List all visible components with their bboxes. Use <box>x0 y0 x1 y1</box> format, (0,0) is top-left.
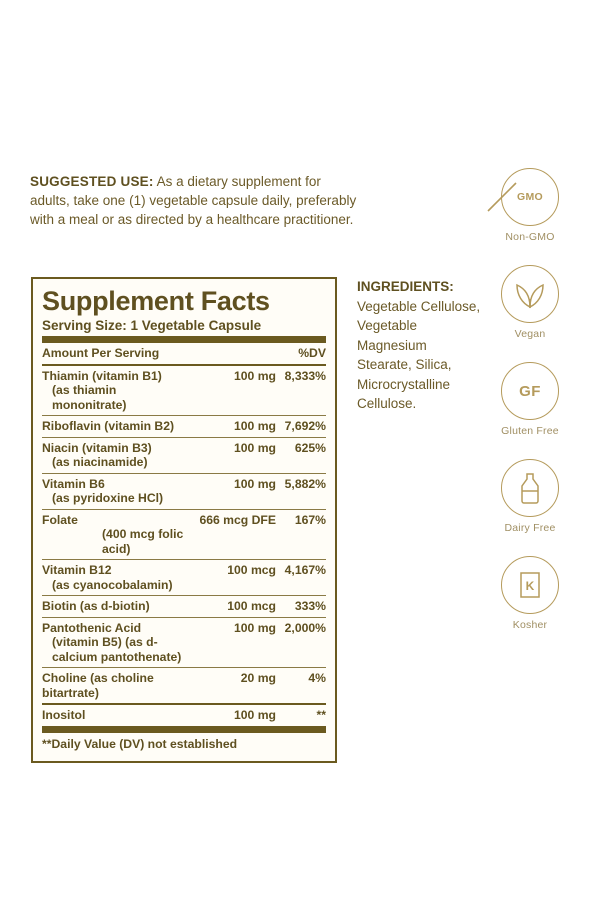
supplement-facts-title: Supplement Facts <box>42 286 270 316</box>
nutrient-dv: ** <box>316 708 326 722</box>
nutrient-amount: 100 mg <box>233 440 276 455</box>
nutrient-dv: 625% <box>294 440 326 455</box>
amount-per-serving-header: Amount Per Serving <box>42 346 160 360</box>
nutrient-name: Vitamin B6 <box>42 476 105 491</box>
dv-header: %DV <box>298 346 326 360</box>
nutrient-source: (as thiamin mononitrate) <box>52 383 127 412</box>
badge-caption: Non-GMO <box>505 231 555 243</box>
table-row <box>42 560 326 595</box>
certification-badges <box>487 168 573 653</box>
badge-kosher <box>487 556 573 631</box>
suggested-use-label: SUGGESTED USE: <box>30 174 154 189</box>
ingredients-label: INGREDIENTS: <box>357 279 454 294</box>
table-header-row <box>42 343 326 364</box>
table-row <box>42 668 326 703</box>
nutrient-dv: 7,692% <box>284 419 326 433</box>
divider-thick <box>42 726 326 733</box>
nutrient-amount: 100 mcg <box>227 563 276 577</box>
nutrient-dv: 167% <box>294 512 326 527</box>
badge-caption: Gluten Free <box>501 425 559 437</box>
kosher-icon <box>501 556 559 614</box>
badge-non-gmo <box>487 168 573 243</box>
nutrient-amount: 100 mcg <box>227 599 276 613</box>
nutrient-amount: 100 mg <box>233 620 276 635</box>
nutrient-name: Inositol <box>42 708 86 722</box>
nutrient-name: Vitamin B12 <box>42 563 112 577</box>
nutrient-amount: 666 mcg DFE <box>199 512 276 527</box>
nutrient-dv: 8,333% <box>284 368 326 383</box>
table-row <box>42 596 326 617</box>
table-row <box>42 416 326 437</box>
table-row <box>42 438 326 473</box>
leaf-icon <box>501 265 559 323</box>
ingredients-text: Vegetable Cellulose, Vegetable Magnesium Stearate, Silica, Microcrystalline Cellulose. <box>357 298 481 411</box>
serving-size: Serving Size: 1 Vegetable Capsule <box>42 318 262 333</box>
nutrient-name: Biotin (as d-biotin) <box>42 599 150 613</box>
gluten-free-icon <box>501 362 559 420</box>
gluten-free-icon-text: GF <box>519 382 541 400</box>
badge-caption: Kosher <box>512 619 548 631</box>
table-row <box>42 366 326 416</box>
nutrient-source: (400 mcg folic acid) <box>102 527 184 556</box>
svg-text:K: K <box>525 579 535 593</box>
gmo-icon-text: GMO <box>517 191 543 203</box>
nutrient-amount: 100 mg <box>233 476 276 491</box>
nutrient-dv: 5,882% <box>284 476 326 491</box>
table-row <box>42 510 326 560</box>
table-row <box>42 618 326 668</box>
supplement-facts-panel <box>31 277 337 763</box>
nutrient-name: Niacin (vitamin B3) <box>42 440 152 455</box>
nutrient-dv: 333% <box>294 599 326 613</box>
gmo-icon <box>501 168 559 226</box>
nutrient-name: Pantothenic Acid <box>42 620 142 635</box>
nutrient-dv: 2,000% <box>284 620 326 635</box>
badge-gluten-free <box>487 362 573 437</box>
nutrient-name: Riboflavin (vitamin B2) <box>42 419 175 433</box>
nutrient-amount: 100 mg <box>233 708 276 722</box>
nutrient-name: Thiamin (vitamin B1) <box>42 368 162 383</box>
nutrient-source: (vitamin B5) (as d-calcium pantothenate) <box>52 635 182 664</box>
daily-value-footnote: **Daily Value (DV) not established <box>42 736 238 751</box>
badge-vegan <box>487 265 573 340</box>
nutrient-amount: 100 mg <box>233 419 276 433</box>
table-row <box>42 705 326 726</box>
nutrient-dv: 4% <box>308 671 326 685</box>
ingredients-block <box>357 277 482 414</box>
badge-dairy-free <box>487 459 573 534</box>
nutrient-amount: 20 mg <box>240 671 276 685</box>
table-row <box>42 474 326 509</box>
nutrient-dv: 4,167% <box>284 563 326 577</box>
nutrient-name: Choline (as choline bitartrate) <box>42 671 154 700</box>
nutrient-source: (as cyanocobalamin) <box>52 577 173 592</box>
nutrient-amount: 100 mg <box>233 368 276 383</box>
nutrient-name: Folate <box>42 512 78 527</box>
suggested-use-text: As a dietary supplement for adults, take one (1) vegetable capsule daily, preferably with a meal or as directed by a healthcare practitioner. <box>30 174 357 227</box>
milk-bottle-icon <box>501 459 559 517</box>
badge-caption: Vegan <box>514 328 546 340</box>
nutrient-source: (as niacinamide) <box>52 455 148 469</box>
divider-thick <box>42 336 326 343</box>
nutrient-source: (as pyridoxine HCl) <box>52 491 164 505</box>
suggested-use-block <box>30 172 360 229</box>
badge-caption: Dairy Free <box>504 522 556 534</box>
